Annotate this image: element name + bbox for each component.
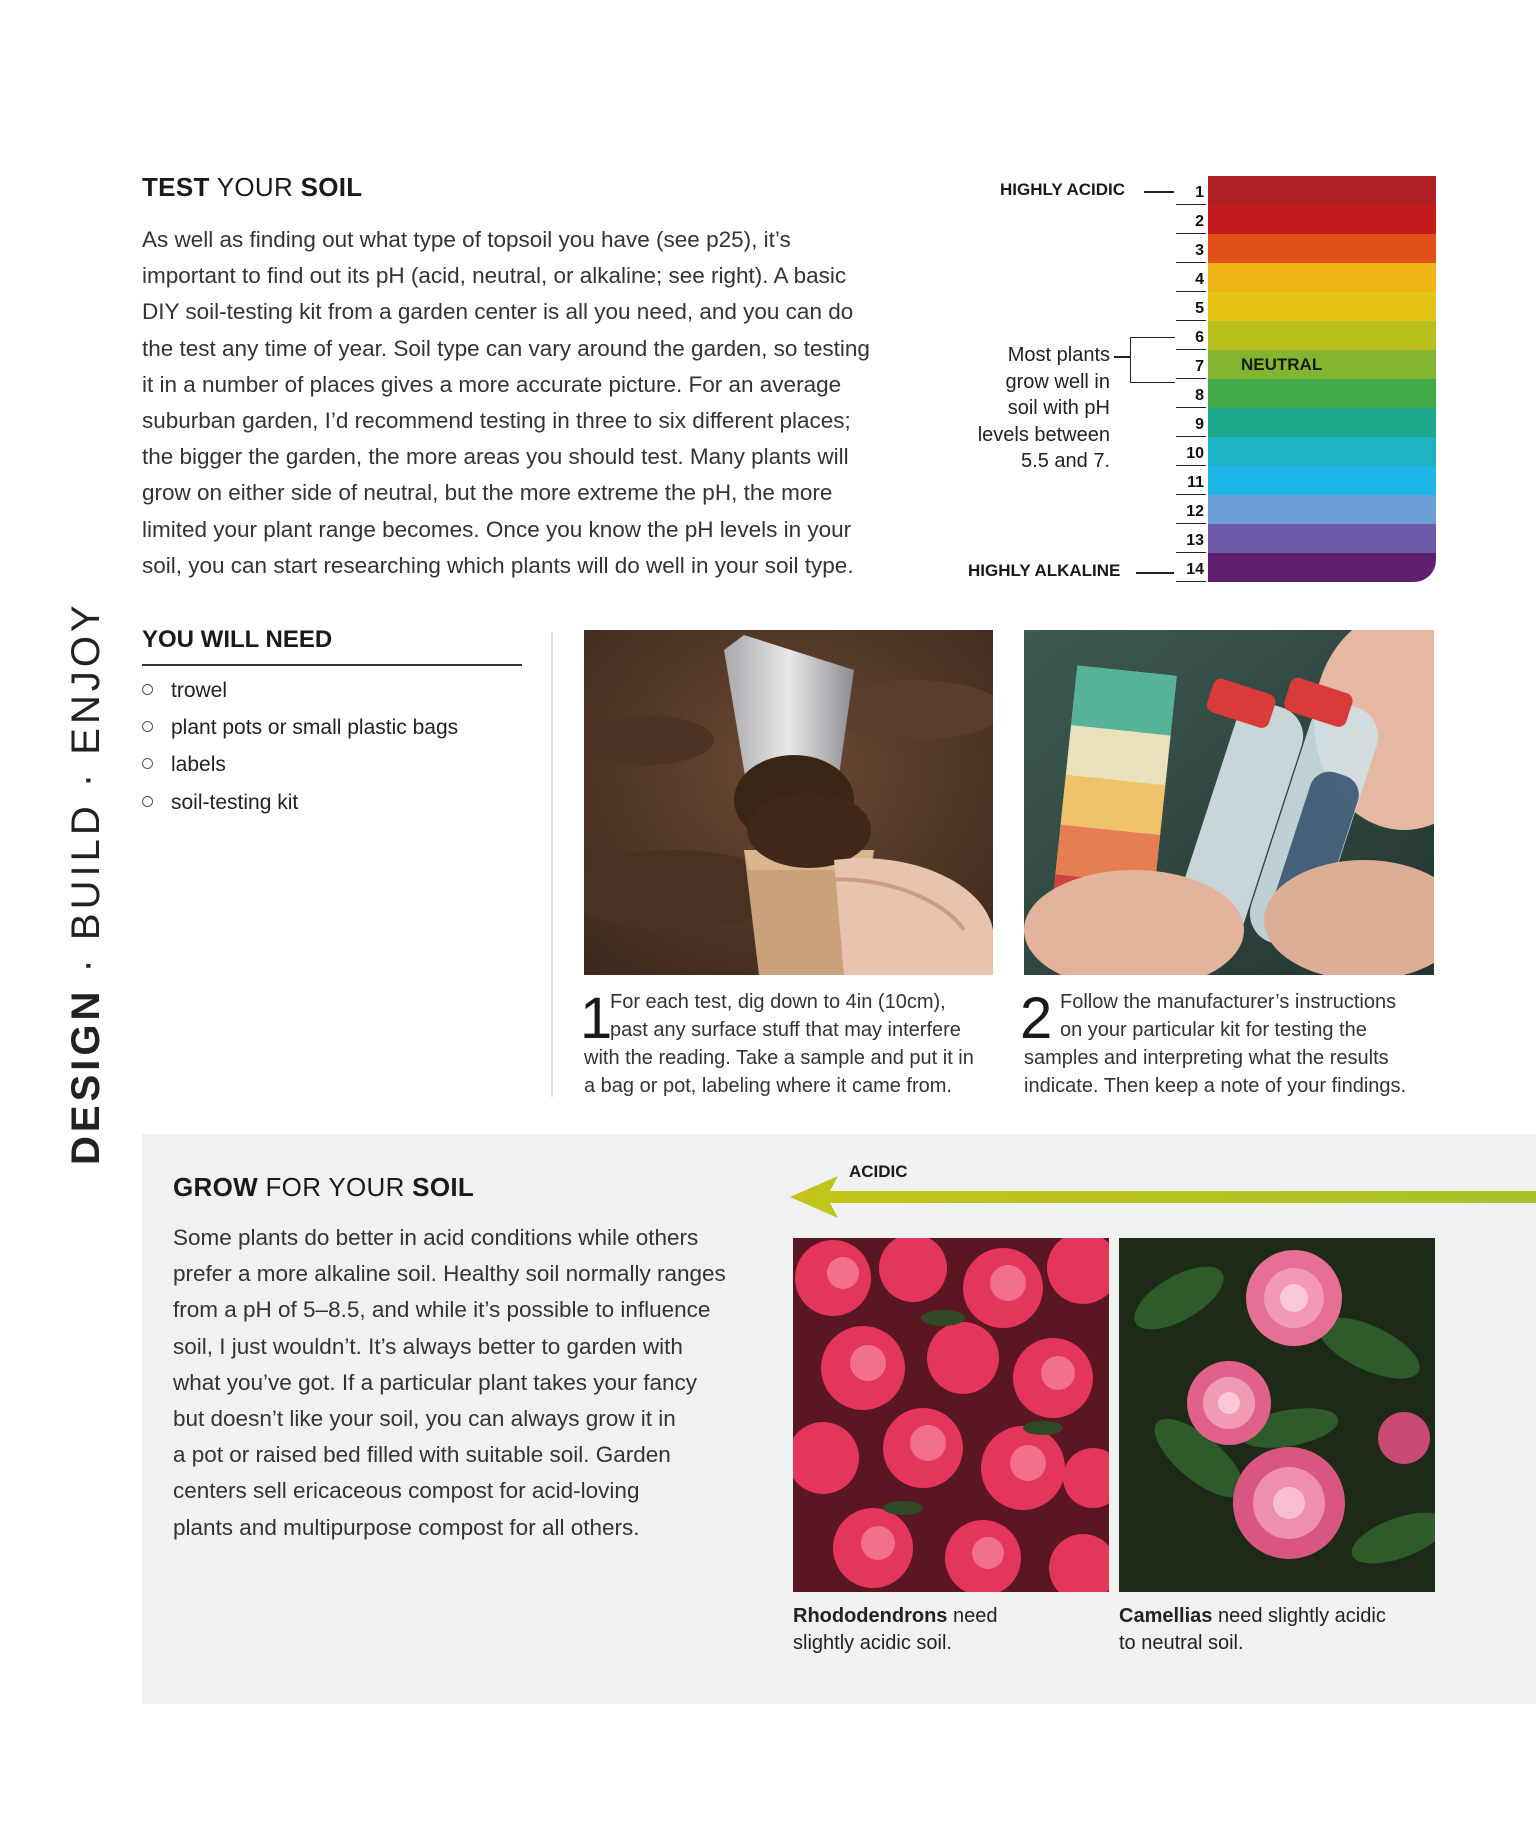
column-divider (551, 632, 553, 1097)
step-1-line-2: past any surface stuff that may interfere (610, 1019, 961, 1041)
body-line: As well as finding out what type of topsoil you have (see p25), it’s (142, 227, 791, 252)
ph-level-row (1176, 321, 1436, 350)
caption-text: need (947, 1605, 998, 1627)
ph-level-number: 13 (1176, 524, 1206, 553)
ph-note (940, 342, 1110, 475)
ph-level-row (1176, 292, 1436, 321)
grow-soil-heading (173, 1172, 474, 1203)
side-label-sep2: · (64, 754, 108, 803)
body-line: suburban garden, I’d recommend testing in three to six different places; (142, 408, 851, 434)
bullet-circle-icon (142, 796, 153, 807)
ph-note-line: levels between (977, 423, 1110, 446)
ph-note-line: grow well in (1005, 370, 1110, 393)
side-label-build: BUILD (64, 802, 108, 941)
heading-word-grow: GROW (173, 1172, 258, 1202)
caption-rhododendrons (793, 1603, 1109, 1657)
need-item-label: plant pots or small plastic bags (171, 716, 459, 739)
test-soil-body (142, 222, 902, 584)
body-line: it in a number of places gives a more accurate picture. For an average (142, 371, 842, 397)
ph-level-row (1176, 408, 1436, 437)
need-item-label: soil-testing kit (171, 791, 299, 814)
ph-level-number: 11 (1176, 466, 1206, 495)
need-item-kit (142, 791, 298, 815)
body-line: centers sell ericaceous compost for acid-loving (173, 1478, 640, 1504)
photo-rhododendrons (793, 1238, 1109, 1592)
ph-level-row (1176, 553, 1436, 582)
ph-level-number: 7 (1176, 350, 1206, 379)
ph-level-color-bar (1208, 408, 1436, 437)
step-2-line-1: Follow the manufacturer’s instructions (1060, 991, 1397, 1013)
test-soil-heading (142, 172, 362, 203)
trowel-soil-illustration (584, 630, 993, 975)
body-line: soil, I just wouldn’t. It’s always better to garden with (173, 1333, 683, 1359)
step-2-line-2: on your particular kit for testing the (1060, 1019, 1367, 1041)
ph-level-number: 8 (1176, 379, 1206, 408)
ph-level-color-bar (1208, 176, 1436, 205)
you-will-need-rule (142, 664, 522, 666)
body-line: the test any time of year. Soil type can vary around the garden, so testing (142, 335, 870, 361)
ph-note-line: Most plants (1007, 344, 1110, 366)
caption-line: slightly acidic soil. (793, 1632, 952, 1654)
acidic-arrow-icon (790, 1174, 1536, 1220)
acidic-arrow-label: ACIDIC (849, 1162, 908, 1181)
camellia-illustration (1119, 1238, 1435, 1592)
body-line: grow on either side of neutral, but the more extreme the pH, the more (142, 480, 833, 506)
ph-level-row (1176, 379, 1436, 408)
ph-level-number: 10 (1176, 437, 1206, 466)
ph-note-leader (1114, 356, 1130, 358)
you-will-need-title: YOU WILL NEED (142, 626, 333, 653)
ph-note-line: soil with pH (1007, 397, 1110, 419)
heading-word-soil: SOIL (412, 1172, 475, 1202)
ph-level-row (1176, 176, 1436, 205)
caption-line (1119, 1603, 1435, 1630)
ph-level-color-bar (1208, 437, 1436, 466)
body-line: Some plants do better in acid conditions while others (173, 1225, 699, 1250)
ph-level-color-bar (1208, 524, 1436, 553)
ph-level-row (1176, 263, 1436, 292)
ph-level-color-bar (1208, 553, 1436, 582)
rhododendron-illustration (793, 1238, 1109, 1592)
section-side-label (64, 601, 109, 1165)
step-2-line-3: samples and interpreting what the results (1024, 1047, 1389, 1069)
caption-text: need slightly acidic (1212, 1605, 1386, 1627)
caption-camellias (1119, 1603, 1435, 1657)
ph-level-color-bar (1208, 466, 1436, 495)
ph-leader-top (1144, 191, 1174, 193)
ph-level-number: 6 (1176, 321, 1206, 350)
photo-camellias (1119, 1238, 1435, 1592)
body-line: prefer a more alkaline soil. Healthy soil normally ranges (173, 1261, 726, 1287)
ph-level-color-bar (1208, 234, 1436, 263)
bullet-circle-icon (142, 721, 153, 732)
ph-range-bracket (1130, 337, 1175, 383)
ph-level-number: 3 (1176, 234, 1206, 263)
ph-level-color-bar (1208, 263, 1436, 292)
ph-level-color-bar (1208, 495, 1436, 524)
body-line: the bigger the garden, the more areas you should test. Many plants will (142, 444, 849, 470)
bullet-circle-icon (142, 684, 153, 695)
ph-neutral-label: NEUTRAL (1241, 355, 1323, 374)
side-label-design: DESIGN (64, 987, 108, 1165)
heading-word-test: TEST (142, 172, 210, 202)
need-item-labels (142, 753, 226, 777)
grow-soil-body (173, 1220, 773, 1546)
step-number-2: 2 (1020, 986, 1053, 1051)
ph-level-number: 14 (1176, 553, 1206, 582)
ph-level-number: 12 (1176, 495, 1206, 524)
body-line: limited your plant range becomes. Once you know the pH levels in your (142, 516, 852, 542)
ph-level-number: 4 (1176, 263, 1206, 292)
ph-scale-chart (1176, 176, 1436, 586)
ph-label-highly-alkaline: HIGHLY ALKALINE (968, 561, 1121, 580)
caption-plant-name: Camellias (1119, 1605, 1213, 1627)
step-1-line-3: with the reading. Take a sample and put it in (584, 1047, 974, 1069)
ph-level-row (1176, 524, 1436, 553)
step-number-1: 1 (580, 986, 613, 1051)
bullet-circle-icon (142, 758, 153, 769)
side-label-enjoy: ENJOY (64, 601, 108, 755)
ph-label-highly-acidic: HIGHLY ACIDIC (1000, 180, 1126, 199)
ph-level-row (1176, 466, 1436, 495)
ph-level-row (1176, 350, 1436, 379)
heading-word-soil: SOIL (300, 172, 363, 202)
heading-word-for-your: FOR YOUR (257, 1172, 413, 1202)
need-item-pots (142, 716, 458, 740)
ph-level-color-bar (1208, 379, 1436, 408)
body-line: from a pH of 5–8.5, and while it’s possible to influence (173, 1297, 711, 1323)
ph-level-row (1176, 205, 1436, 234)
ph-level-number: 1 (1176, 176, 1206, 205)
ph-level-number: 2 (1176, 205, 1206, 234)
body-line: soil, you can start researching which plants will do well in your soil type. (142, 552, 854, 578)
body-line: what you’ve got. If a particular plant takes your fancy (173, 1369, 698, 1395)
ph-level-row (1176, 234, 1436, 263)
ph-level-color-bar (1208, 205, 1436, 234)
ph-level-row (1176, 437, 1436, 466)
side-label-sep1: · (64, 940, 108, 988)
body-line: important to find out its pH (acid, neutral, or alkaline; see right). A basic (142, 263, 847, 289)
ph-note-line: 5.5 and 7. (1021, 450, 1110, 472)
photo-test-tubes (1024, 630, 1434, 975)
ph-level-number: 9 (1176, 408, 1206, 437)
body-line: but doesn’t like your soil, you can always grow it in (173, 1406, 676, 1432)
ph-leader-bottom (1136, 572, 1174, 574)
heading-word-your: YOUR (209, 172, 301, 202)
caption-line (793, 1603, 1109, 1630)
body-line: plants and multipurpose compost for all others. (173, 1514, 640, 1540)
test-tubes-illustration (1024, 630, 1434, 975)
ph-level-color-bar (1208, 292, 1436, 321)
ph-level-color-bar (1208, 321, 1436, 350)
step-2-line-4: indicate. Then keep a note of your findings. (1024, 1075, 1407, 1097)
step-1-line-1: For each test, dig down to 4in (10cm), (610, 991, 946, 1013)
ph-level-number: 5 (1176, 292, 1206, 321)
need-item-label: labels (171, 753, 226, 776)
need-item-label: trowel (171, 679, 228, 702)
step-1-line-4: a bag or pot, labeling where it came from. (584, 1075, 952, 1097)
caption-line: to neutral soil. (1119, 1632, 1244, 1654)
body-line: a pot or raised bed filled with suitable soil. Garden (173, 1442, 671, 1468)
photo-trowel-soil (584, 630, 993, 975)
ph-level-row (1176, 495, 1436, 524)
need-item-trowel (142, 679, 227, 703)
caption-plant-name: Rhododendrons (793, 1605, 948, 1627)
body-line: DIY soil-testing kit from a garden center is all you need, and you can do (142, 299, 854, 325)
